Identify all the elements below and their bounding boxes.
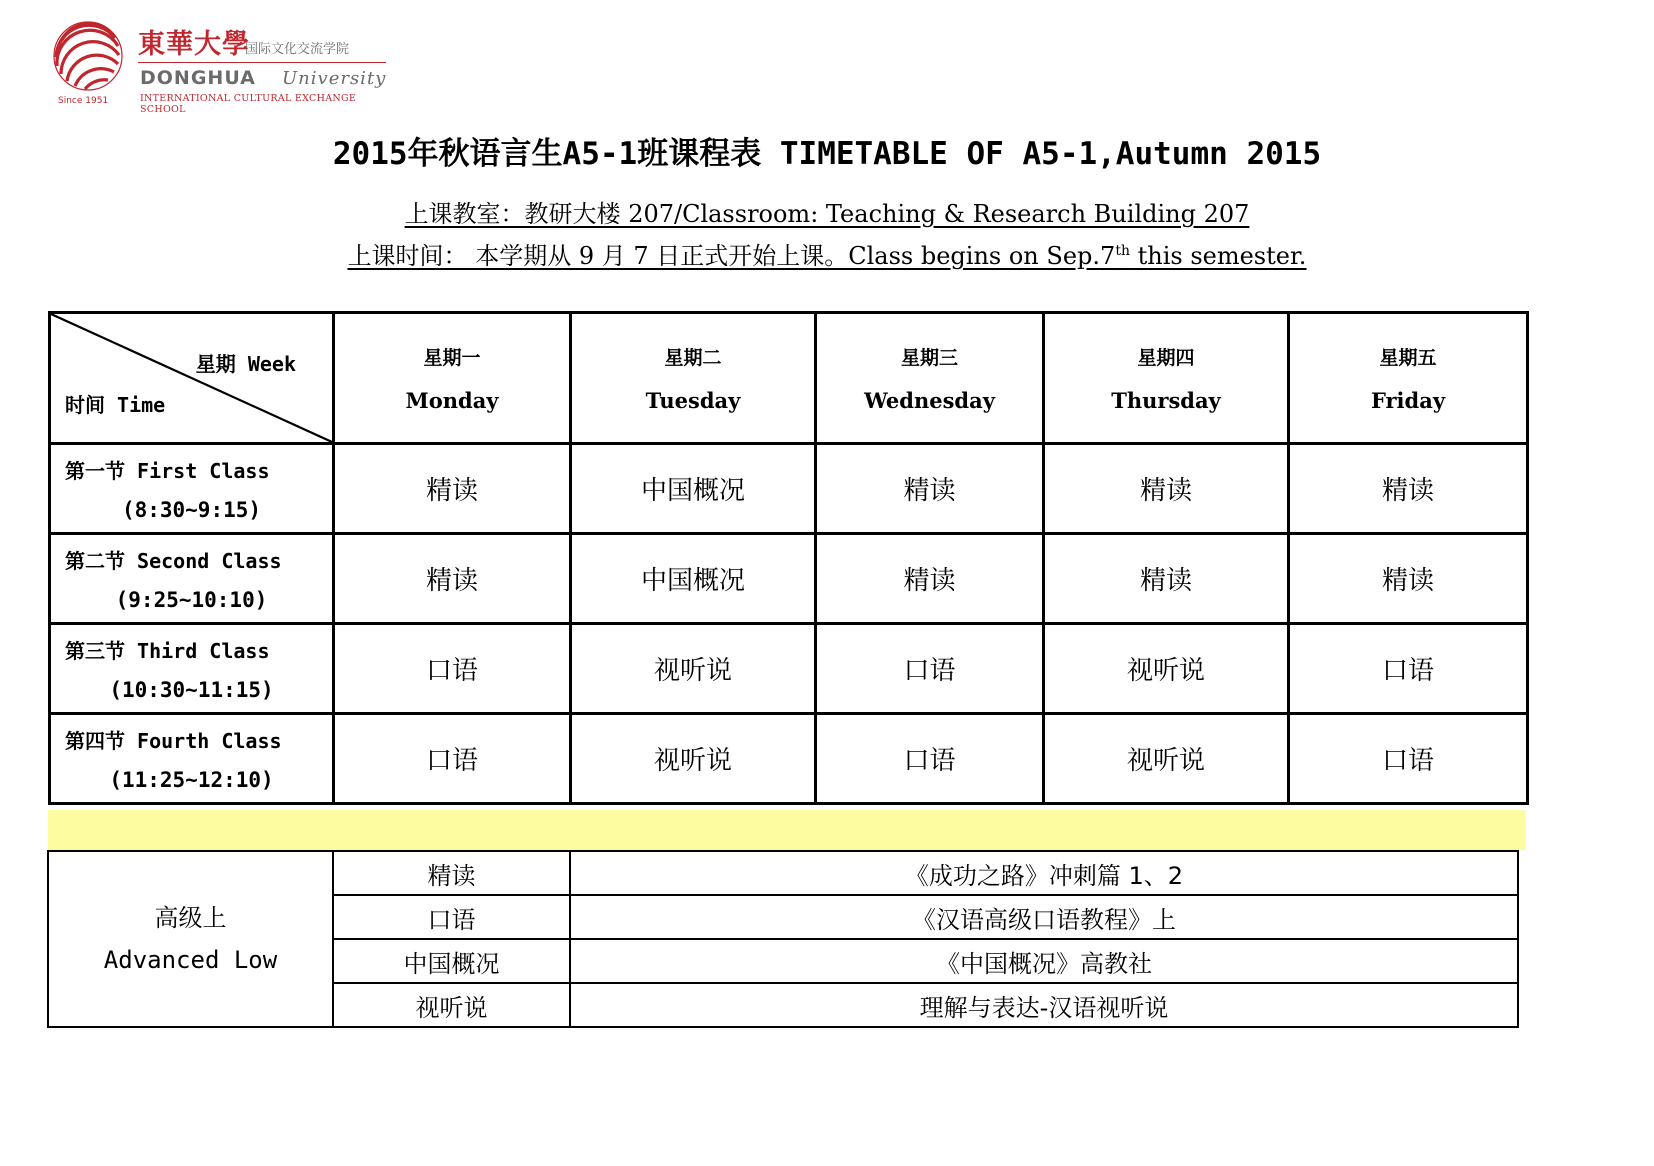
start-date-suffix: this semester. [1129, 242, 1307, 270]
course-cell: 口语 [334, 624, 571, 714]
course-cell: 精读 [1289, 444, 1528, 534]
day-header-wednesday [816, 313, 1044, 444]
day-header-tuesday [571, 313, 816, 444]
highlight-band [48, 810, 1526, 850]
logo-chinese-name: 東華大學 [138, 29, 250, 60]
page-title: 2015年秋语言生A5-1班课程表 TIMETABLE OF A5-1,Autumn 2015 [332, 136, 1322, 172]
course-cell: 精读 [1044, 444, 1289, 534]
textbook-course: 视听说 [333, 983, 570, 1027]
course-cell: 视听说 [1044, 714, 1289, 804]
period-label-cell [50, 714, 334, 804]
textbook-course: 中国概况 [333, 939, 570, 983]
course-cell: 精读 [334, 534, 571, 624]
course-cell: 精读 [1289, 534, 1528, 624]
timetable-header-row [50, 313, 1528, 444]
donghua-emblem-icon [52, 20, 124, 92]
logo-english-school: INTERNATIONAL CULTURAL EXCHANGE SCHOOL [140, 93, 357, 115]
textbook-title: 《成功之路》冲刺篇 1、2 [570, 851, 1518, 895]
day-header-friday [1289, 313, 1528, 444]
diagonal-divider [51, 314, 332, 442]
start-date-prefix: 上课时间： 本学期从 9 月 7 日正式开始上课。Class begins on Sep.7 [347, 242, 1116, 270]
logo-divider [138, 62, 386, 63]
day-header-monday [334, 313, 571, 444]
day-en: Monday [405, 388, 499, 413]
day-cn: 星期一 [423, 347, 481, 369]
course-cell: 视听说 [571, 714, 816, 804]
textbook-title: 理解与表达-汉语视听说 [570, 983, 1518, 1027]
period-name: 第二节 Second Class [65, 549, 282, 573]
course-cell: 口语 [1289, 624, 1528, 714]
textbook-row [48, 851, 1518, 895]
level-cn: 高级上 [154, 904, 227, 932]
corner-time-label: 时间 Time [65, 393, 166, 417]
course-cell: 口语 [1289, 714, 1528, 804]
day-cn: 星期三 [900, 347, 958, 369]
course-cell: 视听说 [1044, 624, 1289, 714]
course-cell: 精读 [816, 444, 1044, 534]
textbook-title: 《汉语高级口语教程》上 [570, 895, 1518, 939]
timetable [48, 311, 1529, 805]
period-row-1 [50, 444, 1528, 534]
period-name: 第三节 Third Class [65, 639, 270, 663]
day-cn: 星期二 [664, 347, 722, 369]
logo-english-name: DONGHUA [140, 67, 256, 89]
period-name: 第一节 First Class [65, 459, 270, 483]
period-name: 第四节 Fourth Class [65, 729, 282, 753]
course-cell: 中国概况 [571, 534, 816, 624]
level-en: Advanced Low [103, 946, 278, 974]
day-header-thursday [1044, 313, 1289, 444]
start-date-text [348, 242, 1307, 270]
period-row-2 [50, 534, 1528, 624]
day-cn: 星期五 [1379, 347, 1437, 369]
corner-cell [50, 313, 334, 444]
day-en: Tuesday [645, 388, 741, 413]
start-date-line [0, 236, 1654, 271]
logo-english-university: University [282, 68, 387, 89]
textbook-title: 《中国概况》高教社 [570, 939, 1518, 983]
course-cell: 精读 [816, 534, 1044, 624]
course-cell: 视听说 [571, 624, 816, 714]
period-time: (8:30~9:15) [121, 498, 262, 522]
classroom-text: 上课教室：教研大楼 207/Classroom: Teaching & Research Building 207 [404, 200, 1250, 228]
period-row-3 [50, 624, 1528, 714]
course-cell: 中国概况 [571, 444, 816, 534]
course-cell: 口语 [334, 714, 571, 804]
corner-week-label: 星期 Week [195, 352, 296, 376]
period-label-cell [50, 624, 334, 714]
textbook-table [47, 850, 1519, 1028]
day-en: Wednesday [864, 388, 995, 413]
textbook-course: 口语 [333, 895, 570, 939]
course-cell: 口语 [816, 624, 1044, 714]
period-row-4 [50, 714, 1528, 804]
classroom-line [0, 194, 1654, 229]
period-time: (11:25~12:10) [109, 768, 274, 792]
course-cell: 精读 [334, 444, 571, 534]
course-cell: 精读 [1044, 534, 1289, 624]
logo-chinese-school: 国际文化交流学院 [245, 42, 350, 57]
day-cn: 星期四 [1137, 347, 1195, 369]
period-label-cell [50, 534, 334, 624]
period-time: (10:30~11:15) [109, 678, 274, 702]
course-cell: 口语 [816, 714, 1044, 804]
day-en: Thursday [1111, 388, 1221, 413]
textbook-course: 精读 [333, 851, 570, 895]
level-cell [48, 851, 333, 1027]
period-label-cell [50, 444, 334, 534]
ordinal-suffix: th [1115, 243, 1130, 259]
period-time: (9:25~10:10) [115, 588, 268, 612]
day-en: Friday [1370, 388, 1446, 413]
since-year: Since 1951 [58, 96, 109, 106]
university-logo [52, 20, 392, 115]
